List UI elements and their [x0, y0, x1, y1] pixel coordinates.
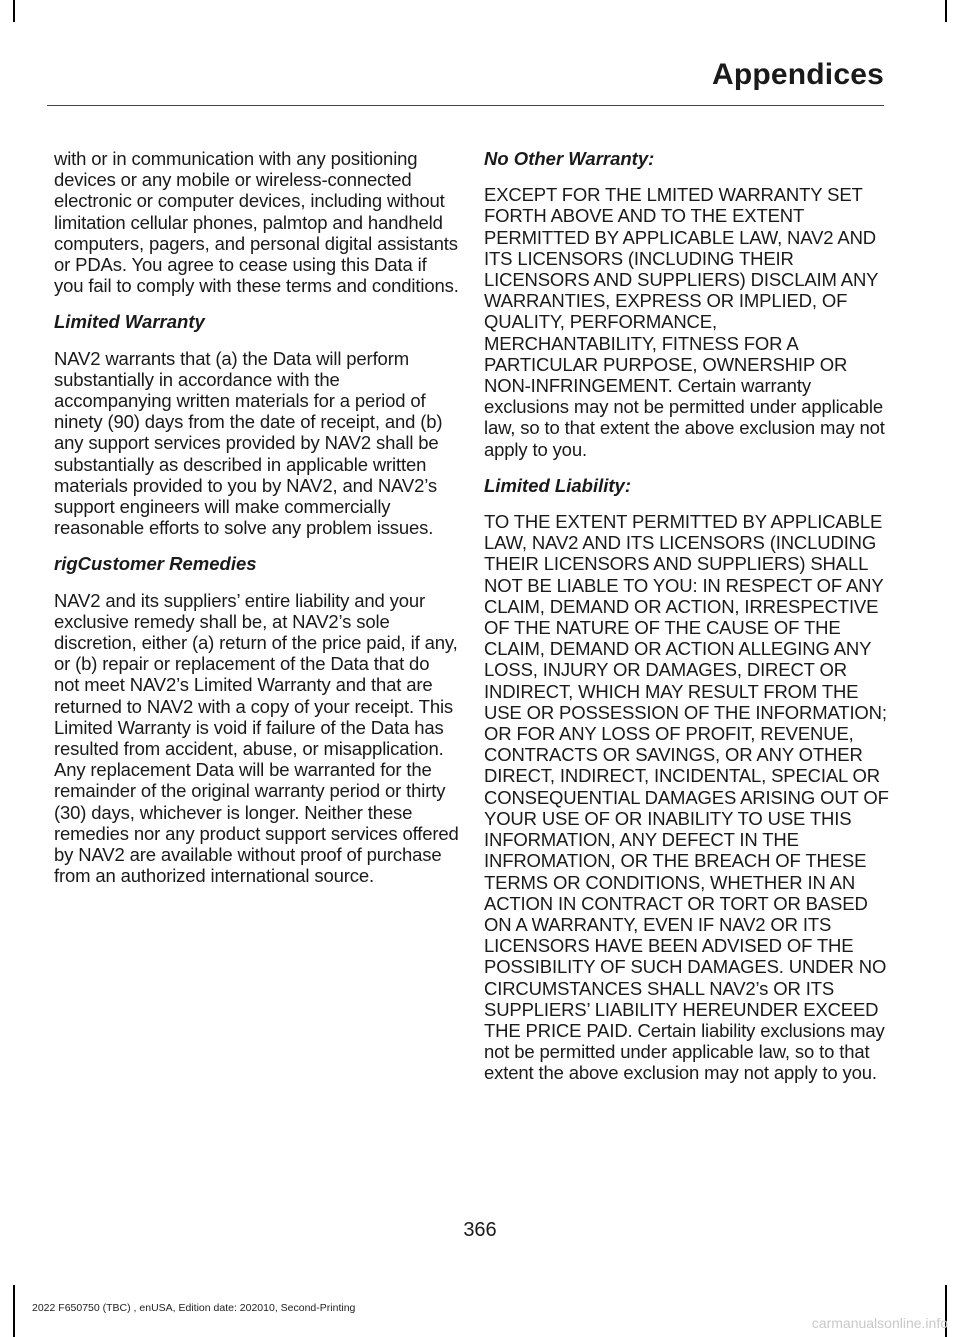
right-column	[484, 148, 889, 1099]
heading-limited-warranty: Limited Warranty	[54, 311, 205, 333]
paragraph-limited-warranty: NAV2 warrants that (a) the Data will perform substantially in accordance with the accompanying written materials for a period of ninety (90) days from the date of receipt, and (b) any support services provided by NAV2 shall be substantially as described in applicable written materials provided to you by NAV2, and NAV2’s support engineers will make commercially reasonable efforts to solve any problem issues.	[54, 347, 443, 539]
crop-mark-top-right	[945, 0, 947, 22]
paragraph-terms-compliance: with or in communication with any positioning devices or any mobile or wireless-connected electronic or computer devices, including without limitation cellular phones, palmtop and handheld computers, pagers, and personal digital assistants or PDAs. You agree to cease using this Data if you fail to comply with these terms and conditions.	[54, 148, 459, 297]
watermark: carmanualsonline.info	[811, 1315, 948, 1331]
footer-edition-info: 2022 F650750 (TBC) , enUSA, Edition date: 202010, Second-Printing	[32, 1302, 356, 1314]
page-title: Appendices	[711, 58, 884, 91]
crop-mark-bottom-left	[13, 1285, 15, 1337]
paragraph-customer-remedies: NAV2 and its suppliers’ entire liability and your exclusive remedy shall be, at NAV2’s sole discretion, either (a) return of the price paid, if any, or (b) repair or replacement of the Data that do not meet NAV2’s Limited Warranty and that are returned to NAV2 with a copy of your receipt. This Limited Warranty is void if failure of the Data has resulted from accident, abuse, or misapplication. Any replacement Data will be warranted for the remainder of the original warranty period or thirty (30) days, whichever is longer. Neither these remedies nor any product support services offered by NAV2 are available without proof of purchase from an authorized international source.	[54, 589, 459, 887]
heading-no-other-warranty: No Other Warranty:	[484, 148, 655, 169]
header-divider	[47, 105, 884, 106]
page-number: 366	[463, 1219, 497, 1241]
heading-customer-remedies: rigCustomer Remedies	[54, 553, 257, 575]
paragraph-no-other-warranty: EXCEPT FOR THE LMITED WARRANTY SET FORTH ABOVE AND TO THE EXTENT PERMITTED BY APPLICABLE LAW, NAV2 AND ITS LICENSORS (INCLUDING THEIR LICENSORS AND SUPPLIERS) DISCLAIM ANY WARRANTIES, EXPRESS OR IMPLIED, OF QUALITY, PERFORMANCE, MERCHANTABILITY, FITNESS FOR A PARTICULAR PURPOSE, OWNERSHIP OR NON-INFRINGEMENT. Certain warranty exclusions may not be permitted under applicable law, so to that extent the above exclusion may not apply to you.	[484, 184, 885, 460]
crop-mark-top-left	[13, 0, 15, 22]
heading-limited-liability: Limited Liability:	[484, 474, 631, 496]
paragraph-limited-liability: TO THE EXTENT PERMITTED BY APPLICABLE LAW, NAV2 AND ITS LICENSORS (INCLUDING THEIR LICENSORS AND SUPPLIERS) SHALL NOT BE LIABLE TO YOU: IN RESPECT OF ANY CLAIM, DEMAND OR ACTION, IRRESPECTIVE OF THE NATURE OF THE CAUSE OF THE CLAIM, DEMAND OR ACTION ALLEGING ANY LOSS, INJURY OR DAMAGES, DIRECT OR INDIRECT, WHICH MAY RESULT FROM THE USE OR POSSESSION OF THE INFORMATION; OR FOR ANY LOSS OF PROFIT, REVENUE, CONTRACTS OR SAVINGS, OR ANY OTHER DIRECT, INDIRECT, INCIDENTAL, SPECIAL OR CONSEQUENTIAL DAMAGES ARISING OUT OF YOUR USE OF OR INABILITY TO USE THIS INFORMATION, ANY DEFECT IN THE INFROMATION, OR THE BREACH OF THESE TERMS OR CONDITIONS, WHETHER IN AN ACTION IN CONTRACT OR TORT OR BASED ON A WARRANTY, EVEN IF NAV2 OR ITS LICENSORS HAVE BEEN ADVISED OF THE POSSIBILITY OF SUCH DAMAGES. UNDER NO CIRCUMSTANCES SHALL NAV2’s OR ITS SUPPLIERS’ LIABILITY HEREUNDER EXCEED THE PRICE PAID. Certain liability exclusions may not be permitted under applicable law, so to that extent the above exclusion may not apply to you.	[484, 511, 889, 1084]
left-column	[54, 148, 459, 902]
